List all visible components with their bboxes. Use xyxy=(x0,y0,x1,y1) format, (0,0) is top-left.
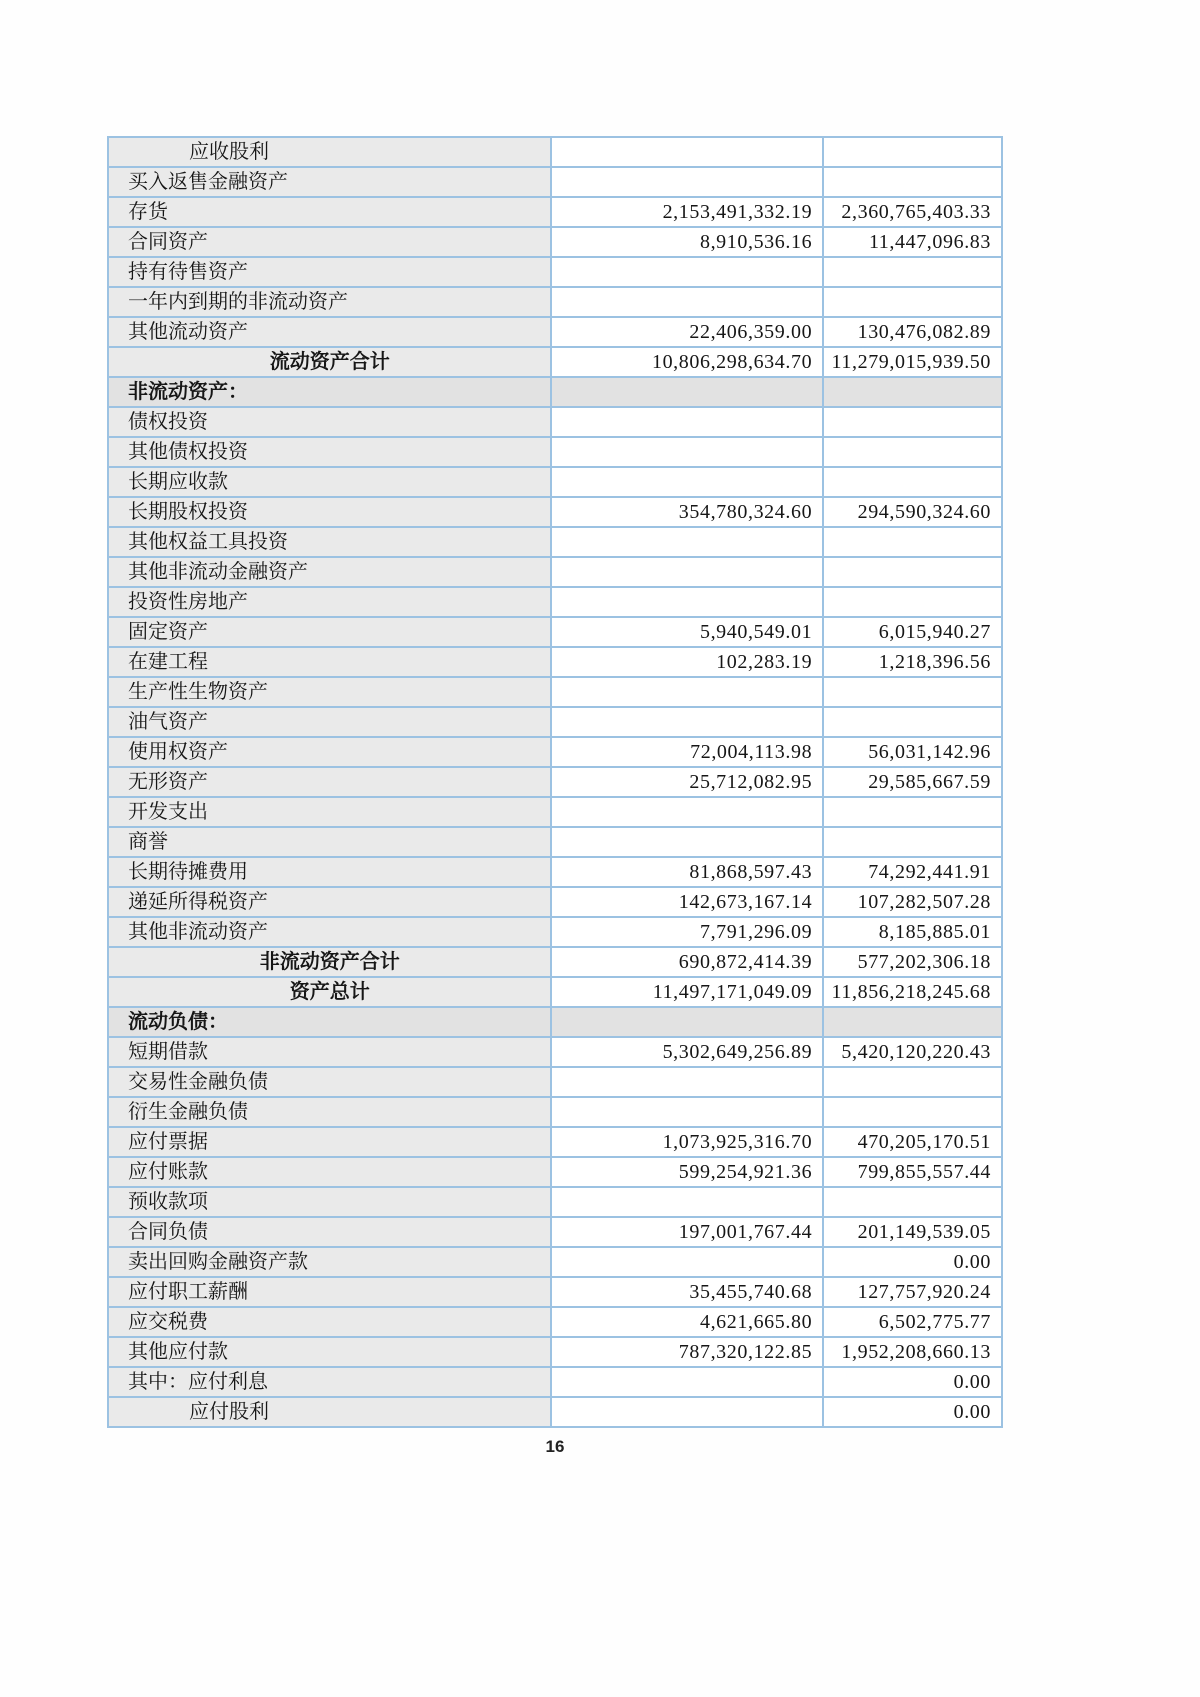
row-previous-period-value: 0.00 xyxy=(823,1367,1002,1397)
row-current-period-value: 8,910,536.16 xyxy=(551,227,823,257)
table-row xyxy=(108,467,1002,497)
row-previous-period-value: 130,476,082.89 xyxy=(823,317,1002,347)
row-previous-period-value: 11,447,096.83 xyxy=(823,227,1002,257)
row-current-period-value xyxy=(551,527,823,557)
row-previous-period-value xyxy=(823,797,1002,827)
row-item-label: 买入返售金融资产 xyxy=(108,167,551,197)
table-row xyxy=(108,1187,1002,1217)
row-current-period-value xyxy=(551,557,823,587)
row-current-period-value: 2,153,491,332.19 xyxy=(551,197,823,227)
row-previous-period-value xyxy=(823,257,1002,287)
row-item-label: 非流动资产： xyxy=(108,377,551,407)
table-row xyxy=(108,737,1002,767)
table-row xyxy=(108,827,1002,857)
table-row xyxy=(108,407,1002,437)
row-current-period-value: 7,791,296.09 xyxy=(551,917,823,947)
row-previous-period-value: 8,185,885.01 xyxy=(823,917,1002,947)
row-item-label: 其他流动资产 xyxy=(108,317,551,347)
row-current-period-value xyxy=(551,797,823,827)
row-item-label: 交易性金融负债 xyxy=(108,1067,551,1097)
row-previous-period-value: 799,855,557.44 xyxy=(823,1157,1002,1187)
row-previous-period-value: 1,952,208,660.13 xyxy=(823,1337,1002,1367)
row-item-label: 生产性生物资产 xyxy=(108,677,551,707)
table-row xyxy=(108,707,1002,737)
row-current-period-value: 35,455,740.68 xyxy=(551,1277,823,1307)
table-row xyxy=(108,197,1002,227)
row-previous-period-value xyxy=(823,377,1002,407)
row-current-period-value xyxy=(551,377,823,407)
table-row xyxy=(108,617,1002,647)
row-current-period-value xyxy=(551,437,823,467)
row-item-label: 其他应付款 xyxy=(108,1337,551,1367)
row-previous-period-value xyxy=(823,827,1002,857)
row-item-label: 流动资产合计 xyxy=(108,347,551,377)
row-item-label: 应交税费 xyxy=(108,1307,551,1337)
row-current-period-value xyxy=(551,1397,823,1427)
table-row xyxy=(108,1367,1002,1397)
row-previous-period-value xyxy=(823,1067,1002,1097)
table-row xyxy=(108,347,1002,377)
row-current-period-value: 72,004,113.98 xyxy=(551,737,823,767)
table-row xyxy=(108,257,1002,287)
row-item-label: 应付票据 xyxy=(108,1127,551,1157)
table-row xyxy=(108,557,1002,587)
row-item-label: 存货 xyxy=(108,197,551,227)
table-row xyxy=(108,1097,1002,1127)
row-item-label: 商誉 xyxy=(108,827,551,857)
row-current-period-value: 10,806,298,634.70 xyxy=(551,347,823,377)
row-current-period-value: 25,712,082.95 xyxy=(551,767,823,797)
row-item-label: 一年内到期的非流动资产 xyxy=(108,287,551,317)
row-previous-period-value: 1,218,396.56 xyxy=(823,647,1002,677)
table-row xyxy=(108,917,1002,947)
row-item-label: 应付股利 xyxy=(108,1397,551,1427)
row-current-period-value: 11,497,171,049.09 xyxy=(551,977,823,1007)
table-row xyxy=(108,227,1002,257)
row-previous-period-value: 6,502,775.77 xyxy=(823,1307,1002,1337)
row-previous-period-value: 294,590,324.60 xyxy=(823,497,1002,527)
balance-sheet-table xyxy=(107,136,1003,1428)
row-previous-period-value: 5,420,120,220.43 xyxy=(823,1037,1002,1067)
row-previous-period-value: 470,205,170.51 xyxy=(823,1127,1002,1157)
row-previous-period-value: 6,015,940.27 xyxy=(823,617,1002,647)
table-row xyxy=(108,1067,1002,1097)
table-row xyxy=(108,1307,1002,1337)
row-previous-period-value xyxy=(823,1007,1002,1037)
row-previous-period-value xyxy=(823,1187,1002,1217)
row-current-period-value xyxy=(551,1247,823,1277)
table-row xyxy=(108,767,1002,797)
row-item-label: 短期借款 xyxy=(108,1037,551,1067)
row-previous-period-value xyxy=(823,137,1002,167)
table-row xyxy=(108,1397,1002,1427)
row-item-label: 预收款项 xyxy=(108,1187,551,1217)
row-item-label: 卖出回购金融资产款 xyxy=(108,1247,551,1277)
table-row xyxy=(108,587,1002,617)
row-item-label: 衍生金融负债 xyxy=(108,1097,551,1127)
table-row xyxy=(108,167,1002,197)
row-current-period-value xyxy=(551,677,823,707)
row-current-period-value xyxy=(551,167,823,197)
row-current-period-value: 5,302,649,256.89 xyxy=(551,1037,823,1067)
row-item-label: 应收股利 xyxy=(108,137,551,167)
row-current-period-value xyxy=(551,407,823,437)
table-row xyxy=(108,1007,1002,1037)
row-previous-period-value: 56,031,142.96 xyxy=(823,737,1002,767)
row-item-label: 在建工程 xyxy=(108,647,551,677)
row-current-period-value: 1,073,925,316.70 xyxy=(551,1127,823,1157)
row-current-period-value xyxy=(551,287,823,317)
row-item-label: 长期应收款 xyxy=(108,467,551,497)
row-item-label: 递延所得税资产 xyxy=(108,887,551,917)
row-item-label: 固定资产 xyxy=(108,617,551,647)
row-current-period-value: 787,320,122.85 xyxy=(551,1337,823,1367)
row-current-period-value xyxy=(551,827,823,857)
row-current-period-value: 690,872,414.39 xyxy=(551,947,823,977)
row-previous-period-value xyxy=(823,407,1002,437)
row-current-period-value: 354,780,324.60 xyxy=(551,497,823,527)
row-item-label: 应付账款 xyxy=(108,1157,551,1187)
table-row xyxy=(108,1217,1002,1247)
row-item-label: 其中：应付利息 xyxy=(108,1367,551,1397)
row-current-period-value: 4,621,665.80 xyxy=(551,1307,823,1337)
table-row xyxy=(108,437,1002,467)
row-previous-period-value xyxy=(823,677,1002,707)
table-row xyxy=(108,1127,1002,1157)
row-current-period-value: 81,868,597.43 xyxy=(551,857,823,887)
row-current-period-value: 197,001,767.44 xyxy=(551,1217,823,1247)
row-previous-period-value: 577,202,306.18 xyxy=(823,947,1002,977)
table-row xyxy=(108,977,1002,1007)
row-previous-period-value xyxy=(823,557,1002,587)
row-previous-period-value xyxy=(823,437,1002,467)
row-previous-period-value xyxy=(823,287,1002,317)
row-item-label: 其他非流动资产 xyxy=(108,917,551,947)
row-current-period-value xyxy=(551,1007,823,1037)
row-current-period-value xyxy=(551,137,823,167)
row-item-label: 持有待售资产 xyxy=(108,257,551,287)
row-item-label: 非流动资产合计 xyxy=(108,947,551,977)
table-row xyxy=(108,377,1002,407)
row-item-label: 投资性房地产 xyxy=(108,587,551,617)
row-previous-period-value xyxy=(823,467,1002,497)
row-current-period-value: 22,406,359.00 xyxy=(551,317,823,347)
row-item-label: 债权投资 xyxy=(108,407,551,437)
row-current-period-value xyxy=(551,467,823,497)
table-row xyxy=(108,497,1002,527)
table-row xyxy=(108,137,1002,167)
page-number: 16 xyxy=(545,1437,565,1456)
table-row xyxy=(108,1337,1002,1367)
balance-sheet-rows xyxy=(108,137,1002,1427)
row-previous-period-value: 201,149,539.05 xyxy=(823,1217,1002,1247)
table-row xyxy=(108,857,1002,887)
row-previous-period-value: 2,360,765,403.33 xyxy=(823,197,1002,227)
row-item-label: 合同负债 xyxy=(108,1217,551,1247)
row-current-period-value: 102,283.19 xyxy=(551,647,823,677)
row-item-label: 开发支出 xyxy=(108,797,551,827)
row-previous-period-value xyxy=(823,167,1002,197)
row-current-period-value xyxy=(551,1187,823,1217)
row-current-period-value xyxy=(551,257,823,287)
table-row xyxy=(108,887,1002,917)
table-row xyxy=(108,527,1002,557)
row-item-label: 资产总计 xyxy=(108,977,551,1007)
row-item-label: 油气资产 xyxy=(108,707,551,737)
row-previous-period-value: 0.00 xyxy=(823,1397,1002,1427)
table-row xyxy=(108,1247,1002,1277)
row-previous-period-value xyxy=(823,527,1002,557)
row-previous-period-value xyxy=(823,707,1002,737)
table-row xyxy=(108,1277,1002,1307)
row-item-label: 流动负债： xyxy=(108,1007,551,1037)
row-current-period-value xyxy=(551,1097,823,1127)
row-item-label: 长期股权投资 xyxy=(108,497,551,527)
table-row xyxy=(108,317,1002,347)
table-row xyxy=(108,647,1002,677)
row-item-label: 合同资产 xyxy=(108,227,551,257)
row-item-label: 无形资产 xyxy=(108,767,551,797)
row-previous-period-value: 29,585,667.59 xyxy=(823,767,1002,797)
row-current-period-value xyxy=(551,707,823,737)
table-row xyxy=(108,287,1002,317)
row-previous-period-value: 107,282,507.28 xyxy=(823,887,1002,917)
row-item-label: 应付职工薪酬 xyxy=(108,1277,551,1307)
row-previous-period-value xyxy=(823,587,1002,617)
row-item-label: 其他非流动金融资产 xyxy=(108,557,551,587)
row-current-period-value: 142,673,167.14 xyxy=(551,887,823,917)
row-current-period-value: 5,940,549.01 xyxy=(551,617,823,647)
row-item-label: 长期待摊费用 xyxy=(108,857,551,887)
row-previous-period-value: 11,279,015,939.50 xyxy=(823,347,1002,377)
row-previous-period-value xyxy=(823,1097,1002,1127)
table-row xyxy=(108,947,1002,977)
row-previous-period-value: 0.00 xyxy=(823,1247,1002,1277)
row-current-period-value xyxy=(551,1367,823,1397)
table-row xyxy=(108,677,1002,707)
table-row xyxy=(108,1037,1002,1067)
row-previous-period-value: 11,856,218,245.68 xyxy=(823,977,1002,1007)
row-item-label: 使用权资产 xyxy=(108,737,551,767)
row-current-period-value xyxy=(551,587,823,617)
table-row xyxy=(108,797,1002,827)
row-previous-period-value: 74,292,441.91 xyxy=(823,857,1002,887)
table-row xyxy=(108,1157,1002,1187)
row-previous-period-value: 127,757,920.24 xyxy=(823,1277,1002,1307)
row-item-label: 其他债权投资 xyxy=(108,437,551,467)
row-item-label: 其他权益工具投资 xyxy=(108,527,551,557)
row-current-period-value: 599,254,921.36 xyxy=(551,1157,823,1187)
row-current-period-value xyxy=(551,1067,823,1097)
